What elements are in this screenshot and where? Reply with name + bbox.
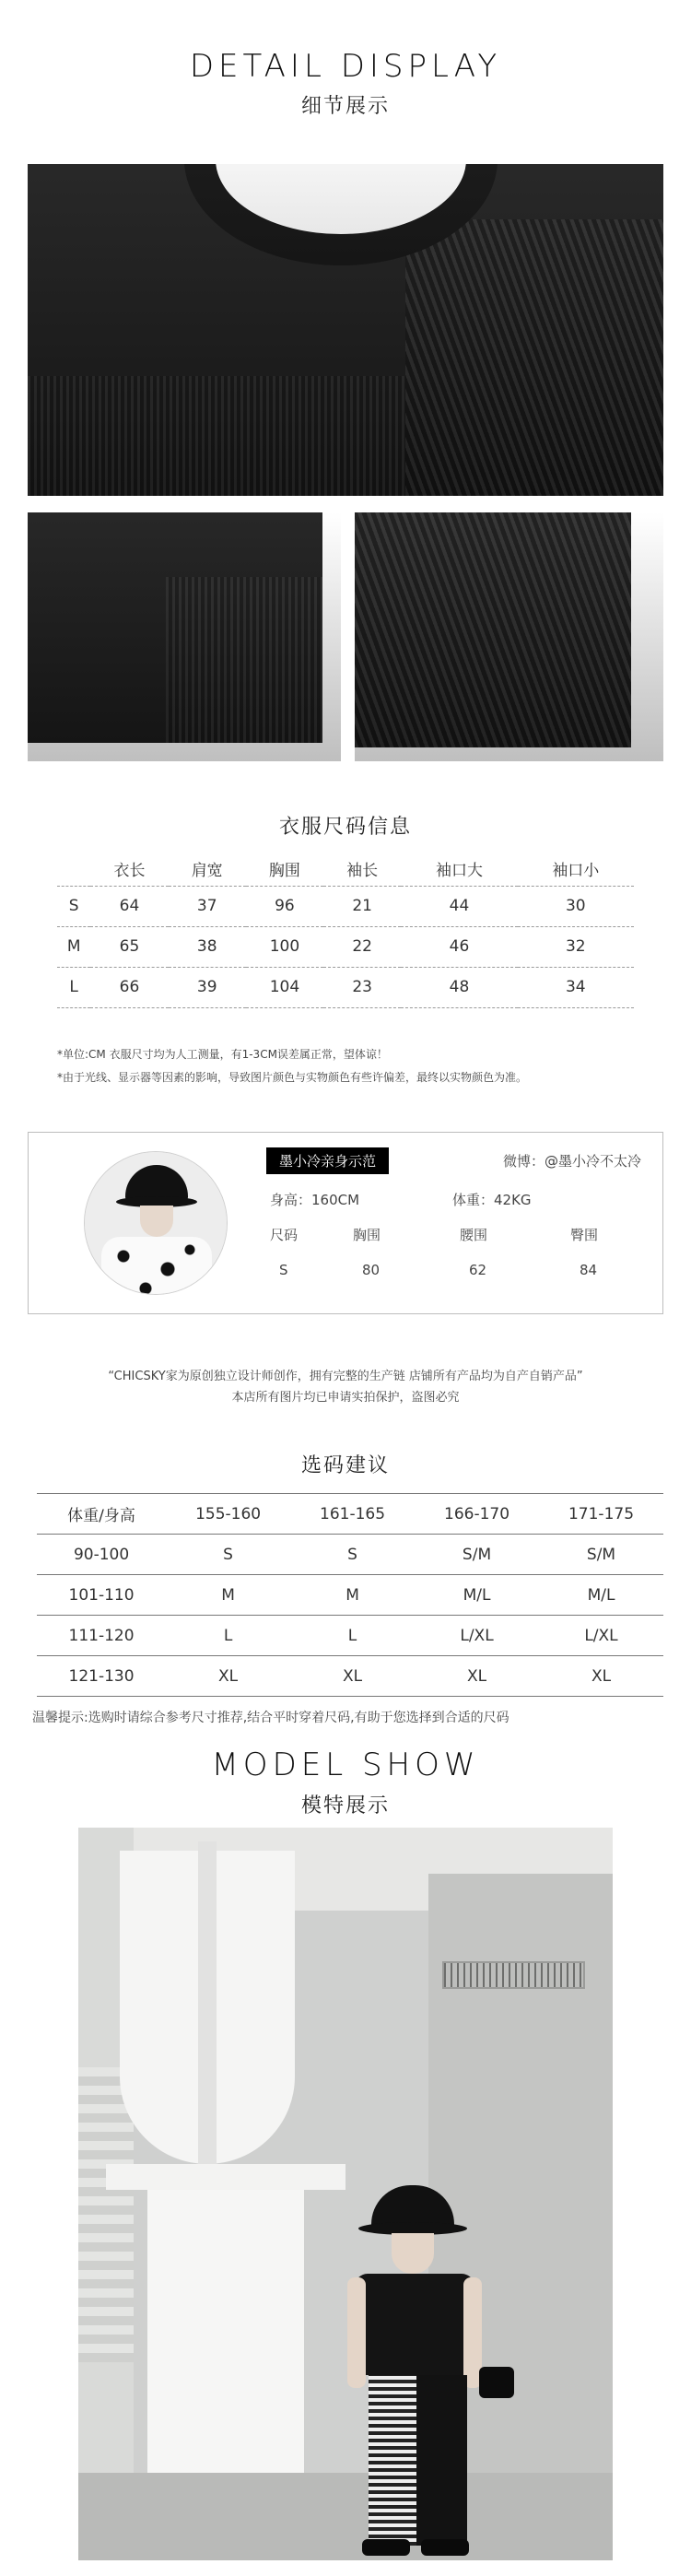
show-title-en: MODEL SHOW (211, 1747, 480, 1783)
rec-cell: 90-100 (37, 1535, 166, 1575)
model-show-photo (78, 1828, 613, 2560)
rec-cell: 121-130 (37, 1656, 166, 1697)
model-avatar (84, 1151, 228, 1295)
size-cell: L (57, 967, 90, 1007)
size-cell: 23 (323, 967, 401, 1007)
recommend-title: 选码建议 (300, 1454, 390, 1477)
rec-cell: S (166, 1535, 290, 1575)
recommend-tip: 温馨提示:选购时请综合参考尺寸推荐,结合平时穿着尺码,有助于您选择到合适的尺码 (32, 1711, 509, 1725)
detail-photo-sleeve-right (355, 512, 663, 761)
size-header: 袖口大 (435, 862, 483, 881)
size-header: 袖口小 (552, 862, 600, 881)
size-cell: 37 (169, 886, 246, 926)
rec-cell: L/XL (415, 1616, 539, 1656)
rec-cell: L (166, 1616, 290, 1656)
table-row (57, 926, 634, 967)
size-cell: 21 (323, 886, 401, 926)
table-row (37, 1535, 663, 1575)
rec-cell: XL (166, 1656, 290, 1697)
size-cell: 96 (246, 886, 323, 926)
model-value-hip: 84 (580, 1262, 598, 1278)
rec-cell: 101-110 (37, 1575, 166, 1616)
rec-cell: L (290, 1616, 415, 1656)
size-cell: 34 (518, 967, 634, 1007)
size-cell: M (57, 926, 90, 967)
model-value-bust: 80 (362, 1262, 381, 1278)
model-info-box (28, 1132, 663, 1314)
table-row (37, 1656, 663, 1697)
size-cell: 64 (90, 886, 168, 926)
show-title-zh: 模特展示 (300, 1794, 390, 1817)
rec-cell: XL (415, 1656, 539, 1697)
model-pants-black (416, 2375, 467, 2546)
model-top (355, 2274, 474, 2375)
size-cell: 46 (401, 926, 517, 967)
rec-header: 171-175 (539, 1494, 663, 1535)
size-cell: 22 (323, 926, 401, 967)
rec-cell: XL (290, 1656, 415, 1697)
size-header (57, 853, 90, 886)
size-info-title: 衣服尺码信息 (278, 816, 412, 839)
size-cell: 48 (401, 967, 517, 1007)
size-note-1: *单位:CM 衣服尺寸均为人工测量，有1-3CM误差属正常，望体谅！ (57, 1048, 388, 1061)
model-header-hip: 臀围 (570, 1227, 599, 1243)
rec-cell: M/L (415, 1575, 539, 1616)
rec-cell: L/XL (539, 1616, 663, 1656)
size-header: 胸围 (268, 862, 300, 881)
size-cell: 30 (518, 886, 634, 926)
copyright-line-2: 本店所有图片均已申请实拍保护，盗图必究 (231, 1391, 460, 1405)
model-header-size: 尺码 (270, 1227, 299, 1243)
size-header: 肩宽 (191, 862, 223, 881)
rec-header: 155-160 (166, 1494, 290, 1535)
recommend-table (37, 1493, 663, 1697)
size-note-2: *由于光线、显示器等因素的影响，导致图片颜色与实物颜色有些许偏差，最终以实物颜色为准。 (57, 1071, 528, 1084)
detail-photo-collar (28, 164, 663, 496)
rec-cell: S/M (539, 1535, 663, 1575)
model-badge: 墨小冷亲身示范 (266, 1147, 389, 1174)
size-cell: 44 (401, 886, 517, 926)
detail-title-zh: 细节展示 (300, 95, 390, 118)
table-row (57, 967, 634, 1007)
copyright-line-1: “CHICSKY家为原创独立设计师创作，拥有完整的生产链 店铺所有产品均为自产自销产品” (108, 1370, 583, 1383)
model-height: 身高：160CM (270, 1192, 360, 1208)
model-weibo: 微博：@墨小冷不太冷 (503, 1153, 642, 1170)
rec-header: 体重/身高 (37, 1494, 166, 1535)
size-cell: 104 (246, 967, 323, 1007)
size-cell: 66 (90, 967, 168, 1007)
model-header-waist: 腰围 (460, 1227, 488, 1243)
detail-photo-sleeve-left (28, 512, 341, 761)
model-weight: 体重：42KG (452, 1192, 532, 1208)
detail-title-en: DETAIL DISPLAY (189, 48, 502, 85)
table-row (57, 886, 634, 926)
rec-cell: S/M (415, 1535, 539, 1575)
size-cell: 38 (169, 926, 246, 967)
rec-header: 166-170 (415, 1494, 539, 1535)
rec-cell: S (290, 1535, 415, 1575)
size-table (57, 853, 634, 1008)
model-pants-striped (369, 2375, 416, 2546)
rec-cell: M (290, 1575, 415, 1616)
table-row (37, 1494, 663, 1535)
size-cell: 100 (246, 926, 323, 967)
handbag (479, 2367, 514, 2398)
size-cell: S (57, 886, 90, 926)
size-cell: 65 (90, 926, 168, 967)
model-value-waist: 62 (469, 1262, 487, 1278)
rec-cell: 111-120 (37, 1616, 166, 1656)
size-header: 衣长 (113, 862, 146, 881)
table-row (37, 1575, 663, 1616)
size-header: 袖长 (346, 862, 379, 881)
rec-cell: M (166, 1575, 290, 1616)
model-header-bust: 胸围 (353, 1227, 381, 1243)
size-cell: 32 (518, 926, 634, 967)
rec-cell: M/L (539, 1575, 663, 1616)
rec-header: 161-165 (290, 1494, 415, 1535)
rec-cell: XL (539, 1656, 663, 1697)
size-cell: 39 (169, 967, 246, 1007)
table-row (37, 1616, 663, 1656)
model-value-size: S (279, 1262, 288, 1278)
